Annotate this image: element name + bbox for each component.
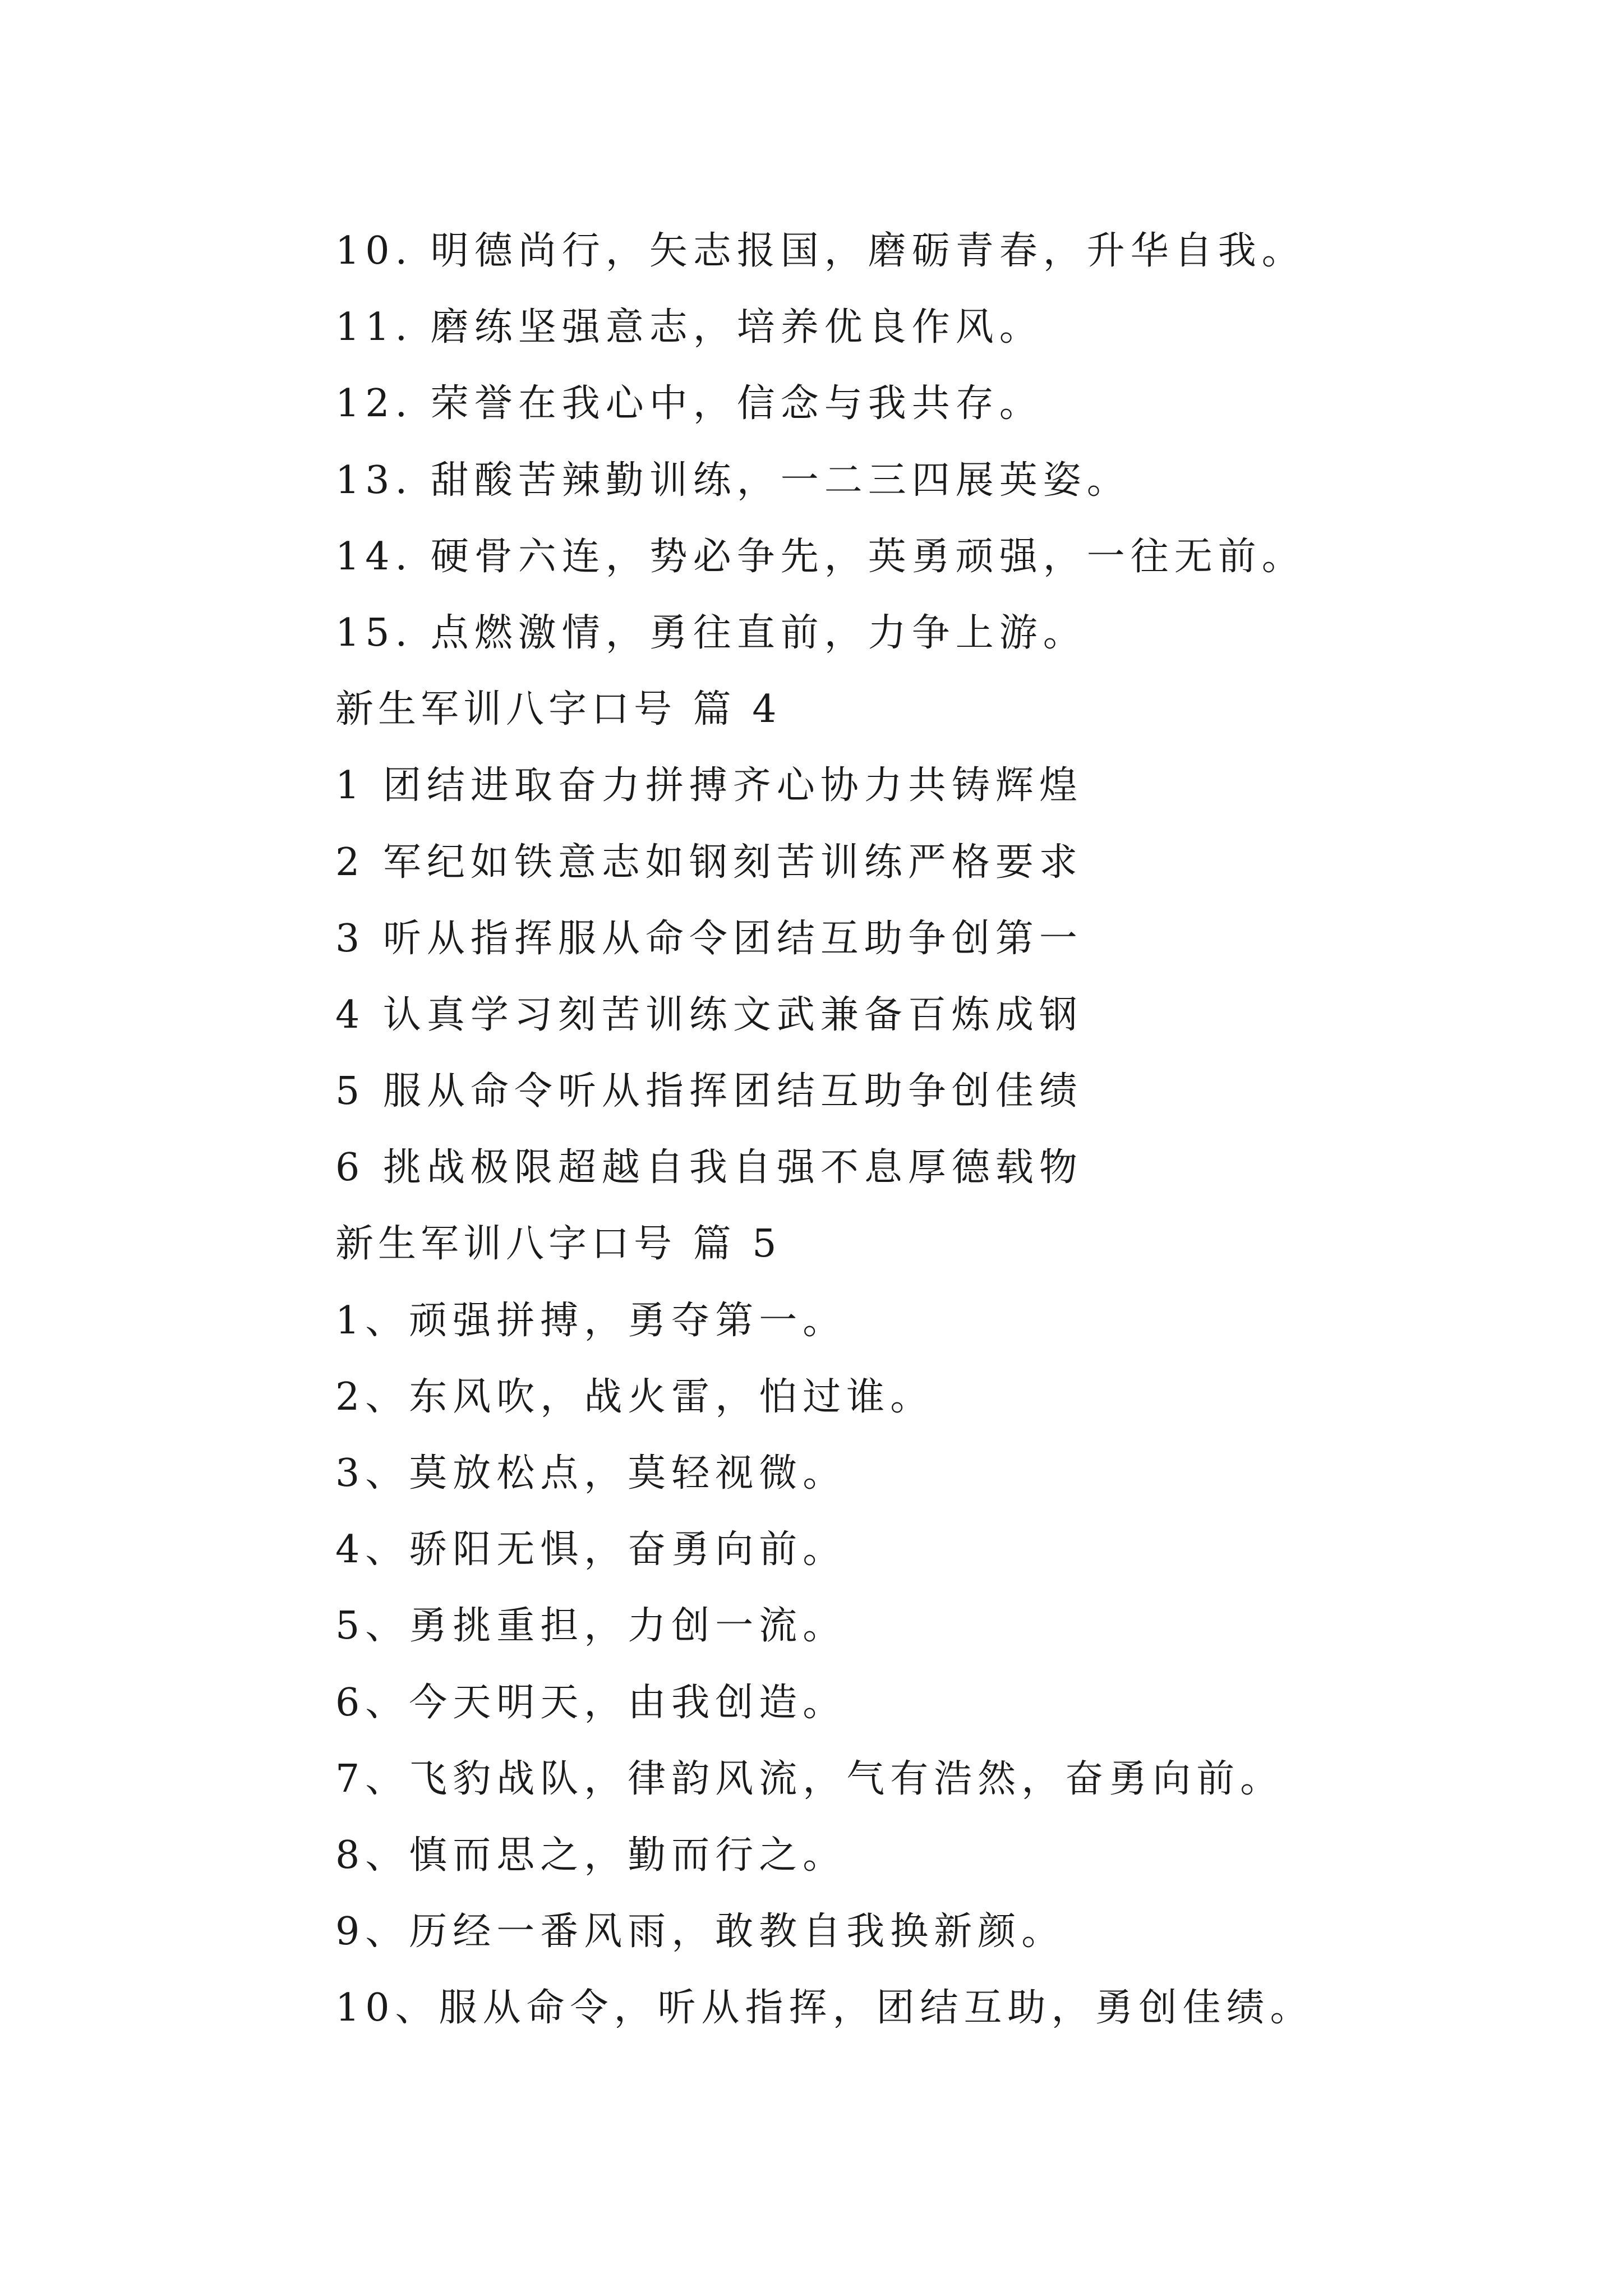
slogan-line: 10、服从命令，听从指挥，团结互助，勇创佳绩。 [335,1986,1314,2031]
slogan-line: 10. 明德尚行，矢志报国，磨砺青春，升华自我。 [335,229,1306,273]
slogan-line: 12. 荣誉在我心中，信念与我共存。 [335,381,1043,426]
slogan-line: 1 团结进取奋力拼搏齐心协力共铸辉煌 [335,763,1083,808]
slogan-line: 13. 甜酸苦辣勤训练，一二三四展英姿。 [335,458,1131,503]
slogan-line: 9、历经一番风雨，敢教自我换新颜。 [335,1910,1066,1954]
slogan-line: 5、勇挑重担，力创一流。 [335,1604,847,1649]
slogan-line: 3、莫放松点，莫轻视微。 [335,1451,847,1496]
slogan-line: 14. 硬骨六连，势必争先，英勇顽强，一往无前。 [335,534,1306,579]
slogan-line: 8、慎而思之，勤而行之。 [335,1833,847,1878]
slogan-line: 3 听从指挥服从命令团结互助争创第一 [335,916,1083,961]
slogan-line: 2 军纪如铁意志如钢刻苦训练严格要求 [335,840,1083,885]
slogan-line: 2、东风吹，战火雷，怕过谁。 [335,1374,934,1419]
document-body [335,213,1569,2047]
slogan-line: 4 认真学习刻苦训练文武兼备百炼成钢 [335,992,1083,1037]
section-heading: 新生军训八字口号 篇 5 [335,1222,781,1267]
section-heading: 新生军训八字口号 篇 4 [335,687,781,732]
slogan-line: 1、顽强拼搏，勇夺第一。 [335,1298,847,1343]
slogan-line: 6、今天明天，由我创造。 [335,1680,847,1725]
slogan-line: 11. 磨练坚强意志，培养优良作风。 [335,305,1043,350]
slogan-line: 4、骄阳无惧，奋勇向前。 [335,1527,847,1572]
slogan-line: 7、飞豹战队，律韵风流，气有浩然，奋勇向前。 [335,1756,1284,1801]
slogan-line: 15. 点燃激情，勇往直前，力争上游。 [335,610,1087,655]
slogan-line: 5 服从命令听从指挥团结互助争创佳绩 [335,1069,1083,1114]
slogan-line: 6 挑战极限超越自我自强不息厚德载物 [335,1145,1083,1190]
